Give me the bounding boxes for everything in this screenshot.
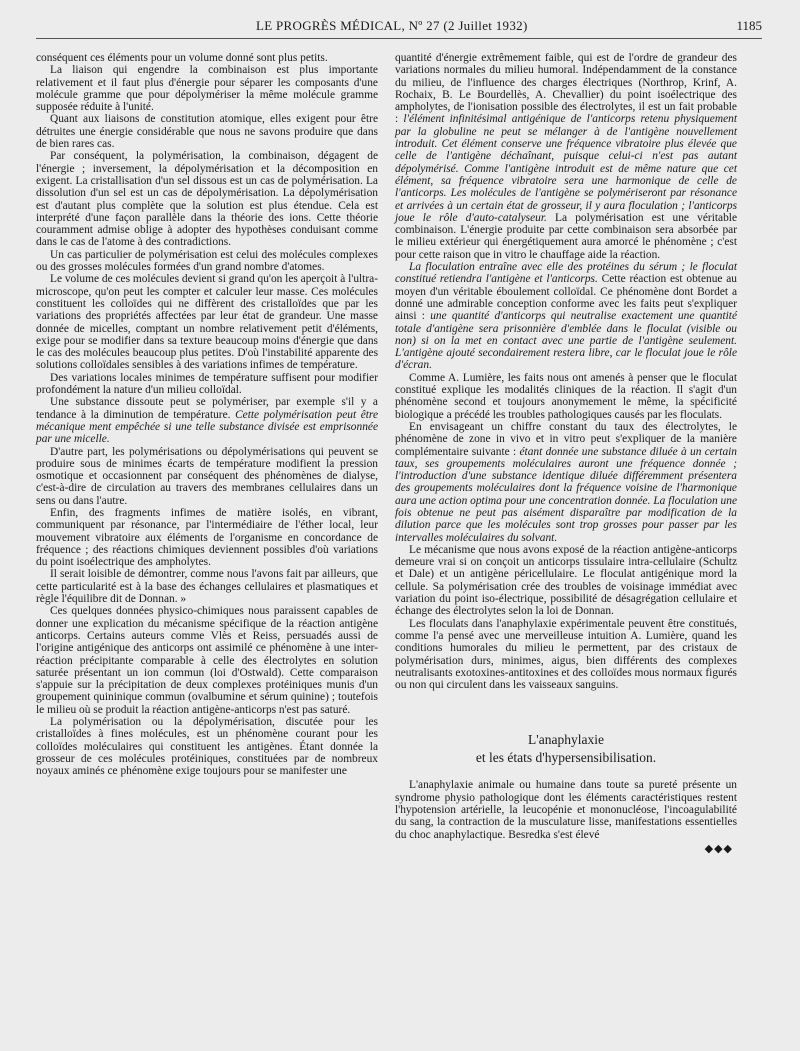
text-run: L'anaphylaxie animale ou humaine dans toute sa pureté présente un syndrome physio pathologique dont les éléments caractéristiques restent l'hypotension artérielle, la leucopénie et mononucléose, l'incoagulabilité du sang, la contraction de la musculature lisse, manifestations essentielles du choc anaphylactique. Besredka s'est élevé: [395, 779, 737, 841]
text-run: Enfin, des fragments infimes de matière isolés, en vibrant, communiquent par résonance, par l'intermédiaire de l'éther local, leur mouvement vibratoire aux éléments de l'organisme en concordance de fréquence ; des réactions chimiques deviennent possibles d'où variations du point isoélectrique des ampholytes.: [36, 506, 378, 569]
paragraph: [36, 568, 378, 605]
text-run: Le volume de ces molécules devient si grand qu'on les aperçoit à l'ultra-microscope, qu'on peut les compter et calculer leur masse. Ces molécules constituent les colloïdes qui ne diffèrent des cristalloïdes que par les variations des propriétés affectées par leur état de grandeur. Une masse donnée de micelles, comptant un nombre relativement petit d'éléments, exige pour se modifier dans sa texture beaucoup moins d'énergie que dans le cas des molécules beaucoup plus petites. D'où l'instabilité apparente des solutions colloïdales sensibles à des variations infimes de température.: [36, 273, 378, 372]
italic-passage: étant donnée une substance diluée à un certain taux, ses groupements moléculaires auront une fréquence donnée ; l'introduction d'une substance identique diluée différemment présentera des groupements moléculaires dont la fréquence voisine de l'harmonique aura une action optima pour une concentration donnée. La floculation une fois obtenue ne peut pas aisément disparaître par modification de la dilution parce que les molécules sont trop grosses pour passer par les intervalles moléculaires du solvant.: [395, 445, 737, 544]
text-run: Quant aux liaisons de constitution atomique, elles exigent pour être détruites une énergie considérable que nous ne savons produire que dans de bien rares cas.: [36, 113, 378, 151]
paragraph: [395, 372, 737, 421]
paragraph: [395, 421, 737, 544]
paragraph: [36, 446, 378, 507]
text-run: quantité d'énergie extrêmement faible, qui est de l'ordre de grandeur des variations normales du milieu humoral. Indépendamment de la constance du milieu, de l'influence des charges électriques (Northrop, Krinf, A. Rochaix, B. Le Bourdellès, A. Chevallier) du point isoélectrique des ampholytes, de l'ionisation possible des électrolytes, il est un fait probable :: [395, 52, 737, 126]
paragraph: [36, 605, 378, 716]
left-text-column: [36, 52, 378, 778]
italic-passage: Cette polymérisation peut être mécanique ment empêchée si une telle substance divisée est emprisonnée par une micelle.: [36, 408, 378, 446]
text-run: La polymérisation ou la dépolymérisation, discutée pour les cristalloïdes à fines molécules, est un phénomène courant pour les colloïdes moléculaires qui constituent les antigènes. Étant donnée la grosseur de ces molécules protéiniques, constituées par de nombreux noyaux aminés ce phénomène exige toujours pour se manifester une: [36, 716, 378, 778]
text-run: Le mécanisme que nous avons exposé de la réaction antigène-anticorps demeure vrai si on conçoit un anticorps tissulaire intra-cellulaire (Schultz et Dale) et un antigène péricellulaire. Le floculat antigénique mord la cellule. Sa polymérisation crée des troubles de voisinage immédiat avec variation du point iso-électrique, possibilité de désagrégation cellulaire et échange des électrolytes selon la loi de Donnan.: [395, 543, 737, 618]
text-run: Par conséquent, la polymérisation, la combinaison, dégagent de l'énergie ; inversement, la dépolymérisation et la décomposition en exigent. La cristallisation d'un sel dissous est un cas de polymérisation. La dissolution d'un sel est un cas de dépolymérisation. La dépolymérisation est d'autant plus complète que la solution est plus étendue. Cela est interprété d'une façon parallèle dans la théorie des ions. Cette théorie couramment admise oblige à adopter des hypothèses conduisant comme dans le cas de l'atome à des contradictions.: [36, 150, 378, 249]
paragraph: [36, 396, 378, 445]
paragraph: [36, 372, 378, 397]
italic-passage: une quantité d'anticorps qui neutralise exactement une quantité totale d'antigène sera prisonnière d'emblée dans le floculat (visible ou non) si on la met en contact avec une partie de l'antigène seulement. L'antigène ajouté secondairement restera libre, car le floculat joue le rôle d'écran.: [395, 310, 737, 372]
text-run: Cette réaction est obtenue au moyen d'un véritable éboulement colloïdal. Ce phénomène dont Bordet a donné une admirable conception conforme avec les faits peut s'expliquer ainsi :: [395, 273, 738, 323]
paragraph: [395, 618, 737, 692]
paragraph: [36, 249, 378, 274]
right-text-column: [395, 52, 737, 855]
section-title-line1: L'anaphylaxie: [528, 732, 604, 748]
right-paragraphs-after-heading: [395, 779, 737, 840]
header-journal-title: LE PROGRÈS MÉDICAL, Nº 27 (2 Juillet 1932): [256, 18, 528, 33]
paragraph: [36, 273, 378, 371]
paragraph: [36, 52, 378, 64]
paragraph: [395, 261, 737, 372]
paragraph: [395, 779, 737, 840]
text-run: D'autre part, les polymérisations ou dépolymérisations qui peuvent se produire sous de minimes écarts de température modifient la pression osmotique et occasionnent par conséquent des phénomènes de dialyse, c'est-à-dire de circulation au travers des membranes cellulaires dans un sens ou dans l'autre.: [36, 445, 378, 507]
text-run: Des variations locales minimes de température suffisent pour modifier profondément la nature d'un milieu colloïdal.: [36, 371, 378, 397]
text-run: Ces quelques données physico-chimiques nous paraissent capables de donner une explication du mécanisme spécifique de la réaction antigène anticorps. Certains auteurs comme Vlès et Reiss, persuadés aussi de l'origine antigénique des anticorps ont assimilé ce phénomène à une inter-réaction précipitante comparable à celle des électrolytes en solution saturée présentant un ion commun (loi d'Ostwald). Cette comparaison s'appuie sur la précipitation de deux complexes protéiniques munis d'un groupement quininique commun (ovalbumine et sérum quinine) ; toutefois le milieu où se produit la réaction antigène-anticorps n'est pas saturé.: [36, 605, 378, 716]
text-run: En envisageant un chiffre constant du taux des électrolytes, le phénomène de zone in vivo et in vitro peut s'expliquer de la manière complémentaire suivante :: [395, 420, 737, 458]
paragraph: [395, 544, 737, 618]
paragraph: [36, 507, 378, 568]
text-run: Une substance dissoute peut se polymériser, par exemple s'il y a tendance à la diminution de température.: [36, 396, 378, 421]
paragraph: [395, 52, 737, 261]
right-paragraphs: [395, 52, 737, 691]
text-run: Un cas particulier de polymérisation est celui des molécules complexes ou des grosses molécules formées d'un grand nombre d'atomes.: [36, 248, 378, 274]
text-run: La polymérisation est une véritable combinaison. L'énergie produite par cette combinaison sera absorbée par le milieu extérieur qui énergétiquement aura amorcé le phénomène ; c'est pour cette raison que in vitro le chauffage aide la réaction.: [395, 211, 737, 261]
text-run: conséquent ces éléments pour un volume donné sont plus petits.: [36, 52, 328, 64]
paragraph: [36, 64, 378, 113]
fleuron-ornament: ◆◆◆: [704, 842, 733, 855]
text-run: Il serait loisible de démontrer, comme nous l'avons fait par ailleurs, que cette particularité est à la base des échanges cellulaires et plasmatiques et règle l'équilibre dit de Donnan. »: [36, 568, 378, 606]
text-run: Les floculats dans l'anaphylaxie expérimentale peuvent être constitués, comme l'a pensé avec une merveilleuse intuition A. Lumière, quand les conditions humorales du milieu le permettent, par des cristaux de polymérisation durs, minimes, aigus, bien différents des complexes neutralisants exotoxines-antitoxines et des colloïdes mous normaux figurés ou non qui circulent dans les vaisseaux sanguins.: [395, 617, 737, 692]
paragraph: [36, 113, 378, 150]
paragraph: [36, 150, 378, 248]
italic-passage: l'élément infinitésimal antigénique de l'anticorps retenu physiquement par la globuline ne peut se mélanger à de l'antigène nouvellement introduit. Cet élément conserve une fréquence vibratoire plus élevée que celle de l'antigène déchaînant, puisque celui-ci n'est pas autant dépolymérisé. Comme l'antigène introduit est de même nature que cet élément, sa fréquence vibratoire sera une harmonique de celle de l'anticorps. Les molécules de l'antigène se polymériseront par résonance et arrivées à un certain état de grosseur, il y aura floculation ; l'anticorps joue le rôle d'auto-catalyseur.: [395, 113, 738, 224]
text-run: Comme A. Lumière, les faits nous ont amenés à penser que le floculat constitué explique les modalités cliniques de la réaction. Il s'agit d'un phénomène second et toujours anonymement le même, la spécificité biologique a précédé les troubles pathologiques causés par les floculats.: [395, 371, 737, 421]
italic-passage: La floculation entraîne avec elle des protéines du sérum ; le floculat constitué retiendra l'antigène et l'anticorps.: [395, 261, 737, 286]
paragraph: [36, 716, 378, 777]
text-run: La liaison qui engendre la combinaison est plus importante relativement et il faut plus d'énergie pour séparer les composants d'une molécule gramme que pour dépolymériser la même molécule gramme supposée réduite à l'unité.: [36, 64, 378, 114]
page-number: 1185: [736, 18, 762, 33]
section-title-line2: et les états d'hypersensibilisation.: [475, 750, 657, 766]
running-header: [36, 16, 762, 39]
section-heading: [395, 731, 737, 767]
